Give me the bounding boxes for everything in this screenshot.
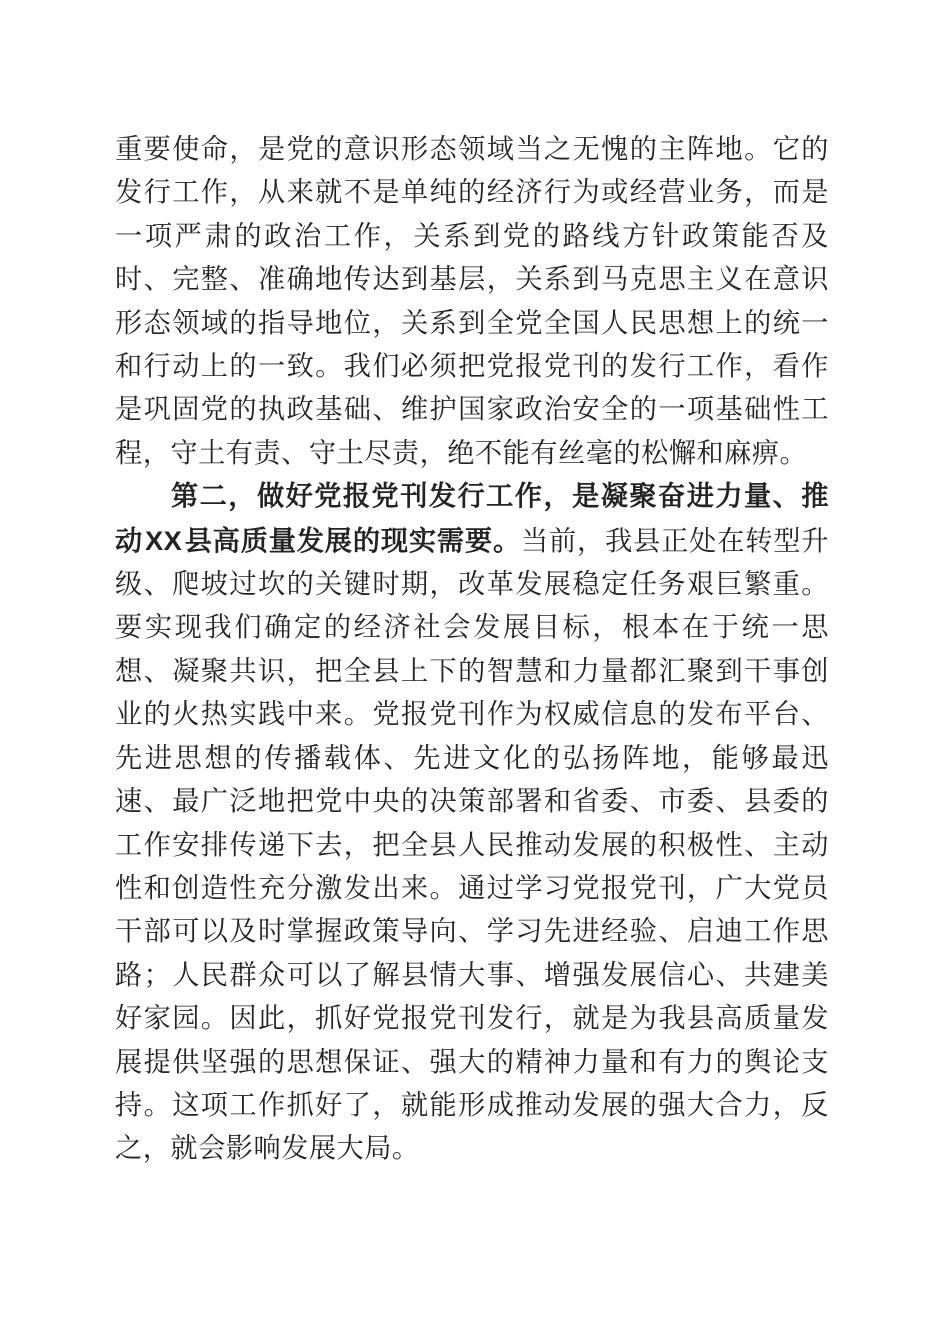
paragraph-second-point-text: 当前，我县正处在转型升级、爬坡过坎的关键时期，改革发展稳定任务艰巨繁重。要实现我们确定的经济社会发展目标，根本在于统一思想、凝聚共识，把全县上下的智慧和力量都汇聚到干事创业的火热实践中来。党报党刊作为权威信息的发布平台、先进思想的传播载体、先进文化的弘扬阵地，能够最迅速、最广泛地把党中央的决策部署和省委、市委、县委的工作安排传递下去，把全县人民推动发展的积极性、主动性和创造性充分激发出来。通过学习党报党刊，广大党员干部可以及时掌握政策导向、学习先进经验、启迪工作思路；人民群众可以了解县情大事、增强发展信心、共建美好家园。因此，抓好党报党刊发行，就是为我县高质量发展提供坚强的思想保证、强大的精神力量和有力的舆论支持。这项工作抓好了，就能形成推动发展的强大合力，反之，就会影响发展大局。 — [115, 525, 829, 1164]
heading-text-before-placeholder: 第二，做好党报党刊发行工作，是凝聚奋进力量、推动 — [115, 481, 829, 556]
heading-text-after-placeholder: 县高质量发展的现实需要。 — [184, 525, 521, 556]
county-name-placeholder: XX — [145, 524, 183, 556]
paragraph-continued-text: 重要使命，是党的意识形态领域当之无愧的主阵地。它的发行工作，从来就不是单纯的经济行为或经营业务，而是一项严肃的政治工作，关系到党的路线方针政策能否及时、完整、准确地传达到基层，关系到马克思主义在意识形态领域的指导地位，关系到全党全国人民思想上的统一和行动上的一致。我们必须把党报党刊的发行工作，看作是巩固党的执政基础、维护国家政治安全的一项基础性工程，守土有责、守土尽责，绝不能有丝毫的松懈和麻痹。 — [115, 134, 829, 468]
paragraph-second-point — [115, 475, 829, 1171]
page-text-body — [115, 128, 829, 1171]
paragraph-continued — [115, 128, 829, 475]
